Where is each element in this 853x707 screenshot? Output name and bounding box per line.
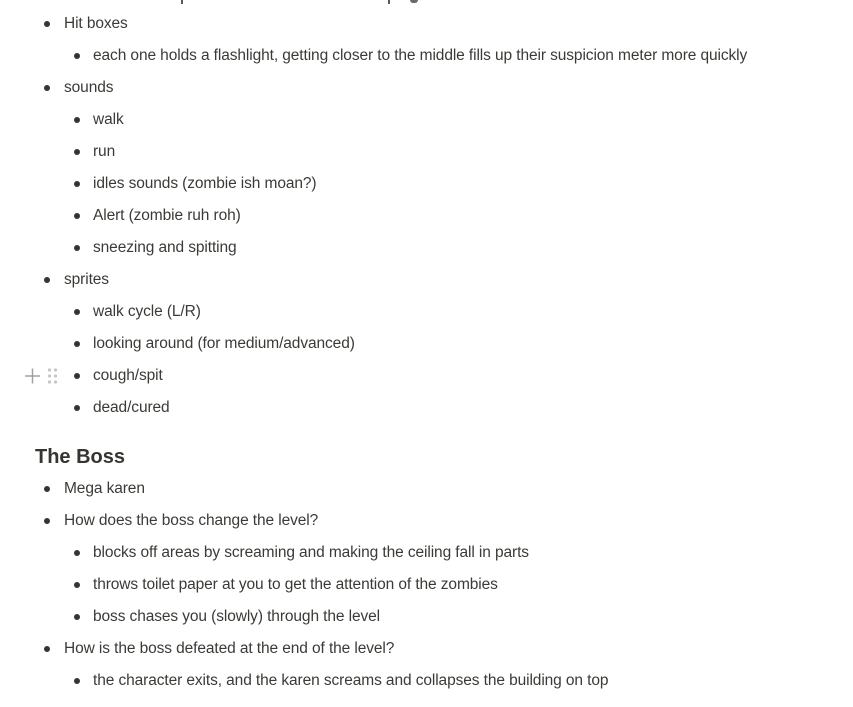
list-item[interactable] (0, 264, 853, 296)
drag-handle-icon[interactable] (47, 368, 58, 385)
list-item[interactable] (0, 569, 853, 601)
bullet-icon (44, 486, 50, 492)
plus-icon[interactable] (24, 368, 41, 385)
bullet-icon (74, 117, 80, 123)
list-item[interactable] (0, 136, 853, 168)
bullet-icon (44, 277, 50, 283)
list-item-text[interactable]: sneezing and spitting (93, 239, 237, 256)
bullet-icon (74, 373, 80, 379)
list-item[interactable] (0, 505, 853, 537)
bullet-icon (74, 550, 80, 556)
list-item-text[interactable]: boss chases you (slowly) through the level (93, 608, 381, 625)
list-item-text[interactable]: dead/cured (93, 399, 170, 416)
bullet-icon (74, 614, 80, 620)
list-item-text[interactable]: Hit boxes (64, 15, 128, 32)
section-heading[interactable]: The Boss (35, 445, 126, 468)
list-item-text[interactable]: the character exits, and the karen screams and collapses the building on top (93, 672, 609, 689)
list-item[interactable] (0, 232, 853, 264)
clipped-text-fragment (181, 0, 183, 4)
list-item[interactable] (0, 328, 853, 360)
list-item-text[interactable]: looking around (for medium/advanced) (93, 335, 355, 352)
list-item[interactable] (0, 40, 853, 72)
list-item-text[interactable]: blocks off areas by screaming and making the ceiling fall in parts (93, 544, 529, 561)
list-item[interactable] (0, 473, 853, 505)
list-item[interactable] (0, 537, 853, 569)
list-item-text[interactable]: sprites (64, 271, 109, 288)
block-hover-controls (24, 368, 58, 385)
list-item[interactable] (0, 200, 853, 232)
list-item-text[interactable]: idles sounds (zombie ish moan?) (93, 175, 317, 192)
bullet-icon (44, 21, 50, 27)
bullet-icon (74, 341, 80, 347)
bullet-icon (74, 181, 80, 187)
bullet-icon (44, 518, 50, 524)
list-item[interactable] (0, 633, 853, 665)
bullet-icon (74, 405, 80, 411)
clipped-text-fragment (388, 0, 390, 4)
list-item[interactable] (0, 665, 853, 697)
list-item-text[interactable]: sounds (64, 79, 114, 96)
clipped-text-fragment (410, 0, 418, 3)
list-item[interactable] (0, 296, 853, 328)
list-item-text[interactable]: Mega karen (64, 480, 145, 497)
clipped-text-line (0, 0, 853, 5)
list-item-text[interactable]: Alert (zombie ruh roh) (93, 207, 241, 224)
bullet-icon (74, 245, 80, 251)
bullet-icon (74, 53, 80, 59)
list-item-text[interactable]: walk (93, 111, 124, 128)
list-item[interactable] (0, 392, 853, 424)
list-item-text[interactable]: cough/spit (93, 367, 163, 384)
list-item[interactable] (0, 601, 853, 633)
bullet-icon (74, 309, 80, 315)
list-item-text[interactable]: How is the boss defeated at the end of the level? (64, 640, 395, 657)
list-item[interactable] (0, 104, 853, 136)
bullet-icon (44, 646, 50, 652)
list-item-text[interactable]: run (93, 143, 116, 160)
document-body (0, 8, 853, 697)
list-item[interactable] (0, 168, 853, 200)
list-item-text[interactable]: throws toilet paper at you to get the attention of the zombies (93, 576, 498, 593)
bullet-icon (74, 213, 80, 219)
bullet-icon (74, 149, 80, 155)
bullet-icon (44, 85, 50, 91)
bullet-icon (74, 582, 80, 588)
bullet-icon (74, 678, 80, 684)
list-item[interactable] (0, 72, 853, 104)
list-item[interactable] (0, 360, 853, 392)
list-item-text[interactable]: each one holds a flashlight, getting closer to the middle fills up their suspicion meter more quickly (93, 47, 748, 64)
list-item[interactable] (0, 8, 853, 40)
list-item-text[interactable]: How does the boss change the level? (64, 512, 319, 529)
list-item-text[interactable]: walk cycle (L/R) (93, 303, 201, 320)
